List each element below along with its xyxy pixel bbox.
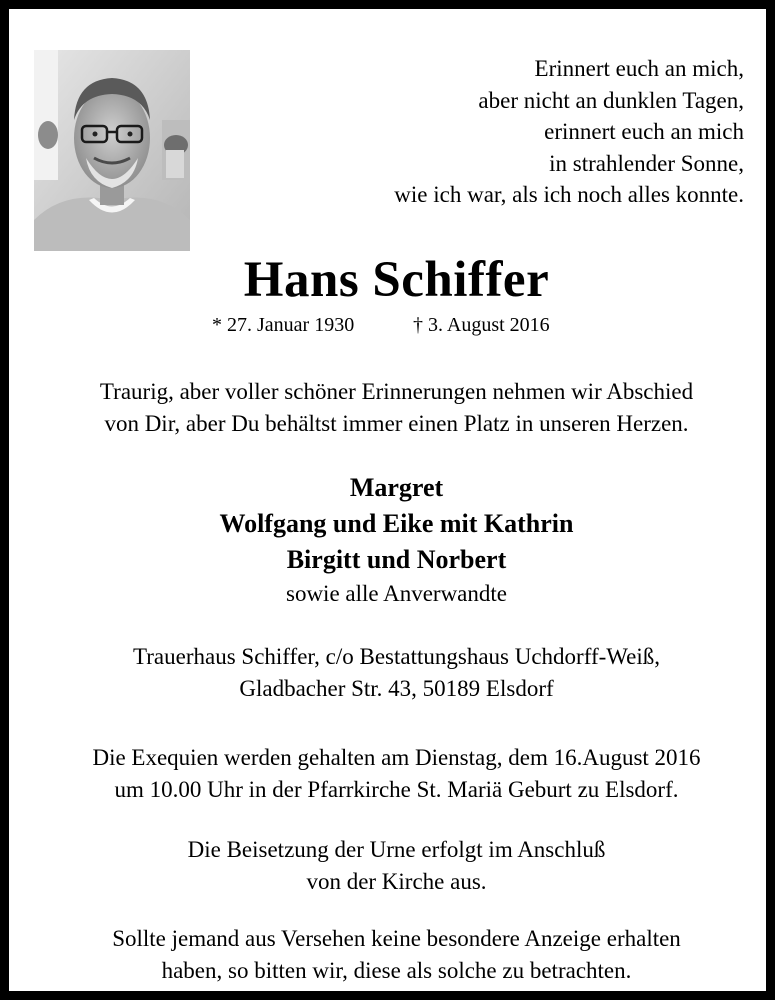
- poem: [224, 53, 744, 211]
- death-date: † 3. August 2016: [413, 314, 550, 336]
- family-name: Margret: [349, 473, 444, 502]
- address-line: Gladbacher Str. 43, 50189 Elsdorf: [239, 676, 554, 701]
- burial-line: von der Kirche aus.: [306, 869, 487, 894]
- relatives-line: sowie alle Anverwandte: [286, 581, 507, 606]
- farewell-line: von Dir, aber Du behältst immer einen Platz in unseren Herzen.: [104, 411, 689, 436]
- deceased-name: Hans Schiffer: [243, 252, 550, 308]
- mourning-address: [9, 641, 775, 705]
- family-signatures: [9, 470, 775, 610]
- family-name: Birgitt und Norbert: [286, 545, 507, 574]
- service-line: um 10.00 Uhr in der Pfarrkirche St. Mariä Geburt zu Elsdorf.: [114, 777, 679, 802]
- farewell-line: Traurig, aber voller schöner Erinnerungen nehmen wir Abschied: [99, 379, 694, 404]
- birth-date: * 27. Januar 1930: [212, 314, 355, 336]
- poem-line: Erinnert euch an mich,: [534, 56, 744, 81]
- service-details: [9, 742, 775, 806]
- burial-details: [9, 834, 775, 898]
- poem-line: erinnert euch an mich: [544, 119, 744, 144]
- poem-line: in strahlender Sonne,: [549, 150, 744, 176]
- service-line: Die Exequien werden gehalten am Dienstag, dem 16.August 2016: [92, 745, 701, 770]
- address-line: Trauerhaus Schiffer, c/o Bestattungshaus Uchdorff-Weiß,: [133, 644, 660, 669]
- poem-line: aber nicht an dunklen Tagen,: [478, 87, 744, 113]
- poem-line: wie ich war, als ich noch alles konnte.: [394, 182, 744, 207]
- portrait-photo: [34, 50, 190, 251]
- burial-line: Die Beisetzung der Urne erfolgt im Anschluß: [187, 837, 606, 862]
- notice-line: Sollte jemand aus Versehen keine besondere Anzeige erhalten: [112, 926, 681, 951]
- family-name: Wolfgang und Eike mit Kathrin: [219, 509, 574, 538]
- notice-line: haben, so bitten wir, diese als solche zu betrachten.: [161, 958, 632, 983]
- farewell-text: [9, 376, 775, 440]
- notice-text: [9, 923, 775, 987]
